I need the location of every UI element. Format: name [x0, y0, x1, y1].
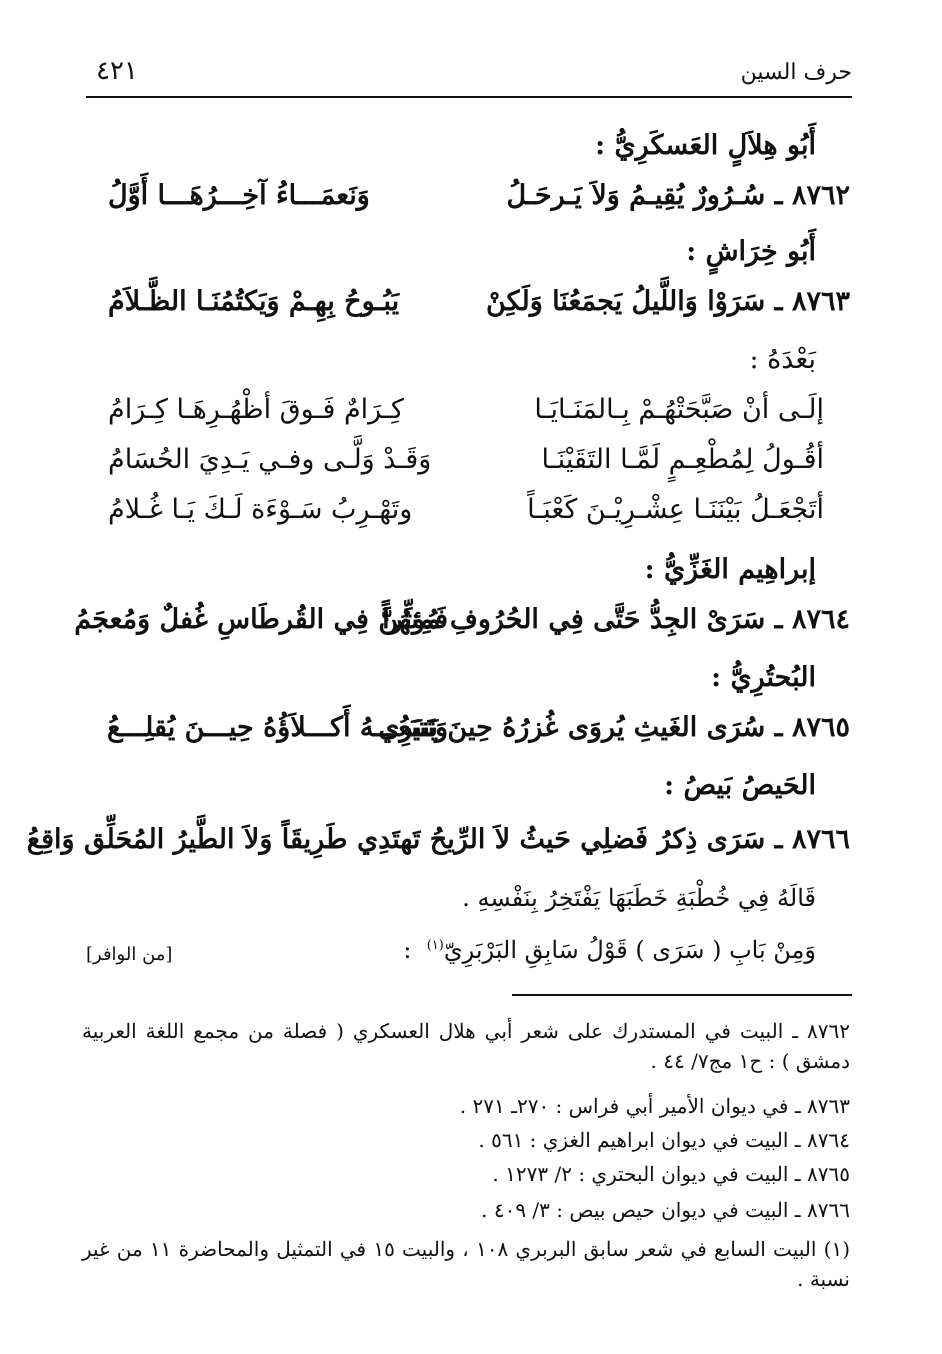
verse-first-hemistich: ٨٧٦٤ ـ سَرَىْ الجِدُّ حَتَّى فِي الحُرُوفِ مُؤثِّراً: [382, 604, 850, 635]
verse-first-hemistich: إلَـى أنْ صَبَّحَتْهُـمْ بِـالمَنَـايَـا: [534, 394, 824, 425]
footnote-separator: [512, 994, 852, 996]
verse-full-line: ٨٧٦٦ ـ سَرَى ذِكرُ فَضلِي حَيثُ لاَ الرِّيحُ تَهتَدِي طَرِيقَاً وَلاَ الطَّيرُ المُحَلِّق وَاقِعُ: [26, 824, 850, 855]
header-rule: [86, 96, 852, 98]
prose-intro-colon: :: [403, 936, 412, 964]
poet-name: أَبُو خِرَاشٍ :: [686, 236, 816, 267]
poet-name: إبراهِيم الغَزِّيُّ :: [644, 554, 816, 585]
footnote-item: ٨٧٦٤ ـ البيت في ديوان ابراهيم الغزي : ٥٦١ .: [478, 1128, 850, 1152]
poet-name: البُحتُرِيُّ :: [711, 662, 816, 693]
poet-name: الحَيصُ بَيصُ :: [664, 770, 816, 801]
verse-second-hemistich: وَقَـدْ وَلَّـى وفـي يَـدِيَ الحُسَامُ: [108, 444, 432, 475]
verse-first-hemistich: ٨٧٦٣ ـ سَرَوْا وَاللَّيلُ يَجمَعُنَا وَلَكِنْ: [486, 286, 850, 317]
verse-second-hemistich: وَتَتبَعُـــهُ أَكـــلاَؤُهُ حِيـــنَ يُقلِـــعُ: [107, 712, 448, 743]
verse-first-hemistich: أتَجْعَـلُ بَيْنَنَـا عِشْـرِيْـنَ كَعْبَـاً: [527, 494, 824, 525]
continuation-label: بَعْدَهُ :: [749, 344, 816, 375]
verse-first-hemistich: ٨٧٦٢ ـ سُـرُورٌ يُقِيـمُ وَلاَ يَـرحَـلُ: [506, 180, 850, 211]
footnote-item: (١) البيت السابع في شعر سابق البربري ١٠٨ ، والبيت ١٥ في التمثيل والمحاضرة ١١ من غير نسبة .: [82, 1237, 851, 1291]
meter-label: [من الوافر]: [86, 944, 173, 965]
footnote-marker: (١): [426, 938, 444, 953]
footnote-item: ٨٧٦٥ ـ البيت في ديوان البحتري : ٢/ ١٢٧٣ .: [492, 1162, 850, 1186]
verse-second-hemistich: وتَهْـرِبُ سَـوْءَة لَـكَ يَـا غُـلامُ: [108, 494, 413, 525]
verse-second-hemistich: فَمِنهُنَّ فِي القُرطَاسِ غُفلٌ وَمُعجَمُ: [74, 604, 448, 635]
prose-intro-text: وَمِنْ بَابِ ( سَرَى ) قَوْلُ سَابِقِ البَرْبَرِيّ: [443, 936, 816, 964]
prose-intro: [403, 936, 816, 964]
footnote-item: ٨٧٦٢ ـ البيت في المستدرك على شعر أبي هلال العسكري ( فصلة من مجمع اللغة العربية دمشق ) : ح١ مج٧/ ٤٤ .: [82, 1019, 850, 1073]
poet-name: أَبُو هِلاَلٍ العَسكَرِيُّ :: [595, 130, 816, 161]
verse-second-hemistich: يَبُـوحُ بِهِـمْ وَيَكتُمُنَـا الظَّـلاَمُ: [108, 286, 400, 317]
running-header-title: حرف السين: [740, 60, 852, 85]
page-number: ٤٢١: [96, 56, 138, 86]
prose-note: قَالَهُ فِي خُطْبَةِ خَطَبَهَا يَفْتَخِرُ بِنَفْسِهِ .: [462, 884, 816, 912]
footnote-item: ٨٧٦٣ ـ في ديوان الأمير أبي فراس : ٢٧٠ـ ٢٧١ .: [459, 1094, 850, 1118]
verse-first-hemistich: ٨٧٦٥ ـ سُرَى الغَيثِ يُروَى غُزرُهُ حِينَ يَنبَرِي: [378, 712, 850, 743]
verse-first-hemistich: أقُـولُ لِمُطْعِـمٍ لَمَّـا التَقَيْنَـا: [541, 444, 824, 475]
footnote-item: ٨٧٦٦ ـ البيت في ديوان حيص بيص : ٣/ ٤٠٩ .: [481, 1198, 850, 1222]
verse-second-hemistich: كِـرَامٌ فَـوقَ أظْهُـرِهَـا كِـرَامُ: [108, 394, 404, 425]
verse-second-hemistich: وَنَعمَـــاءُ آخِـــرُهَـــا أَوَّلُ: [108, 180, 370, 211]
